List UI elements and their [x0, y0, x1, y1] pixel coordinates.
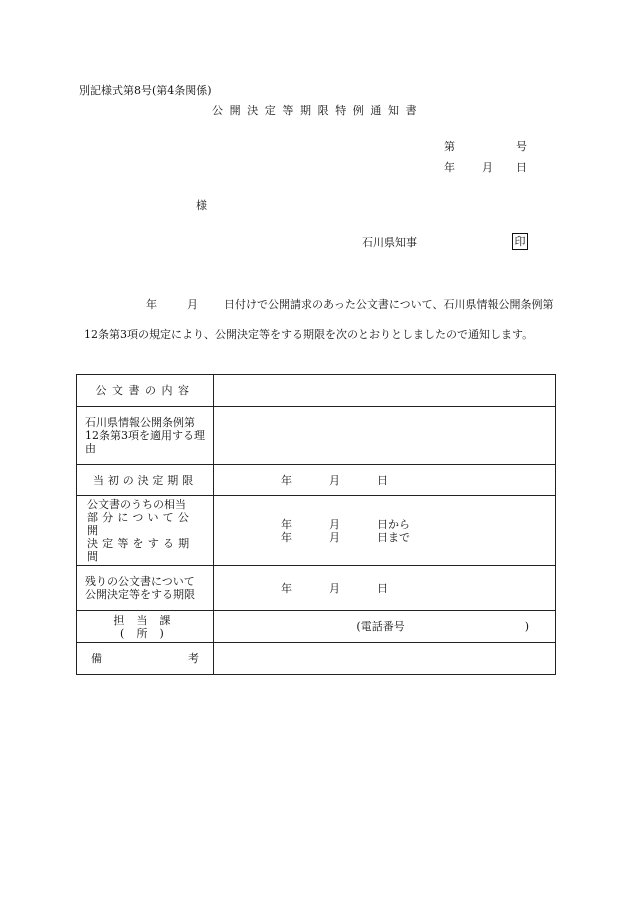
issuer-name: 石川県知事 — [362, 236, 417, 249]
initial-month: 月 — [329, 473, 340, 487]
row-value-department — [214, 611, 556, 643]
partial-label-line-2: 部分について公開 — [87, 511, 194, 537]
body-year: 年 — [146, 298, 157, 311]
remaining-month: 月 — [329, 581, 340, 595]
recipient-honorific: 様 — [196, 199, 207, 212]
body-month: 月 — [187, 298, 198, 311]
row-label-content: 公文書の内容 — [77, 375, 214, 407]
remarks-label-a: 備 — [91, 652, 102, 665]
document-number-prefix: 第 — [444, 140, 455, 153]
row-label-remarks — [77, 643, 214, 675]
document-number-suffix: 号 — [516, 140, 527, 153]
table-row-initial-deadline — [77, 465, 556, 496]
row-value-initial-deadline — [214, 465, 556, 496]
remaining-day: 日 — [377, 581, 388, 595]
issue-date-month: 月 — [482, 161, 493, 174]
form-label: 別記様式第8号(第4条関係) — [79, 84, 212, 97]
phone-number-label: (電話番号 — [356, 620, 405, 633]
row-value-remarks — [214, 643, 556, 675]
body-text: 日付けで公開請求のあった公文書について、石川県情報公開条例第12条第3項の規定により、公開決定等をする期限を次のとおりとしましたので通知します。 — [84, 298, 554, 341]
table-row-remarks — [77, 643, 556, 675]
table-row-department — [77, 611, 556, 643]
partial-label-line-1: 公文書のうちの相当 — [87, 498, 186, 511]
row-value-reason — [214, 407, 556, 465]
partial-from-year: 年 — [281, 517, 292, 531]
issue-date-day: 日 — [516, 161, 527, 174]
initial-day: 日 — [377, 473, 388, 487]
phone-number-close: ) — [524, 620, 529, 633]
remaining-label-line-1: 残りの公文書について — [85, 575, 195, 588]
row-label-remaining-deadline — [77, 566, 214, 611]
remaining-label-line-2: 公開決定等をする期限 — [85, 588, 195, 601]
row-value-partial-period — [214, 496, 556, 566]
row-value-content — [214, 375, 556, 407]
document-title: 公開決定等期限特例通知書 — [212, 104, 424, 117]
partial-until-day: 日まで — [377, 530, 410, 544]
partial-from-day: 日から — [377, 517, 410, 531]
initial-year: 年 — [281, 473, 292, 487]
table-row-partial-period — [77, 496, 556, 566]
row-label-department: 担当課(所) — [77, 611, 214, 643]
row-label-initial-deadline: 当初の決定期限 — [77, 465, 214, 496]
seal-mark: 印 — [512, 233, 528, 250]
issue-date-year: 年 — [444, 161, 455, 174]
table-row-content — [77, 375, 556, 407]
remaining-year: 年 — [281, 581, 292, 595]
table-row-reason — [77, 407, 556, 465]
partial-until-year: 年 — [281, 530, 292, 544]
row-label-reason: 石川県情報公開条例第12条第3項を適用する理由 — [77, 407, 214, 465]
notice-table — [76, 374, 556, 675]
row-value-remaining-deadline — [214, 566, 556, 611]
remarks-label-b: 考 — [188, 652, 199, 665]
table-row-remaining-deadline — [77, 566, 556, 611]
notice-body — [84, 290, 562, 350]
partial-label-line-3: 決定等をする期間 — [87, 537, 194, 563]
partial-from-month: 月 — [329, 517, 340, 531]
row-label-partial-period — [77, 496, 214, 566]
partial-until-month: 月 — [329, 530, 340, 544]
